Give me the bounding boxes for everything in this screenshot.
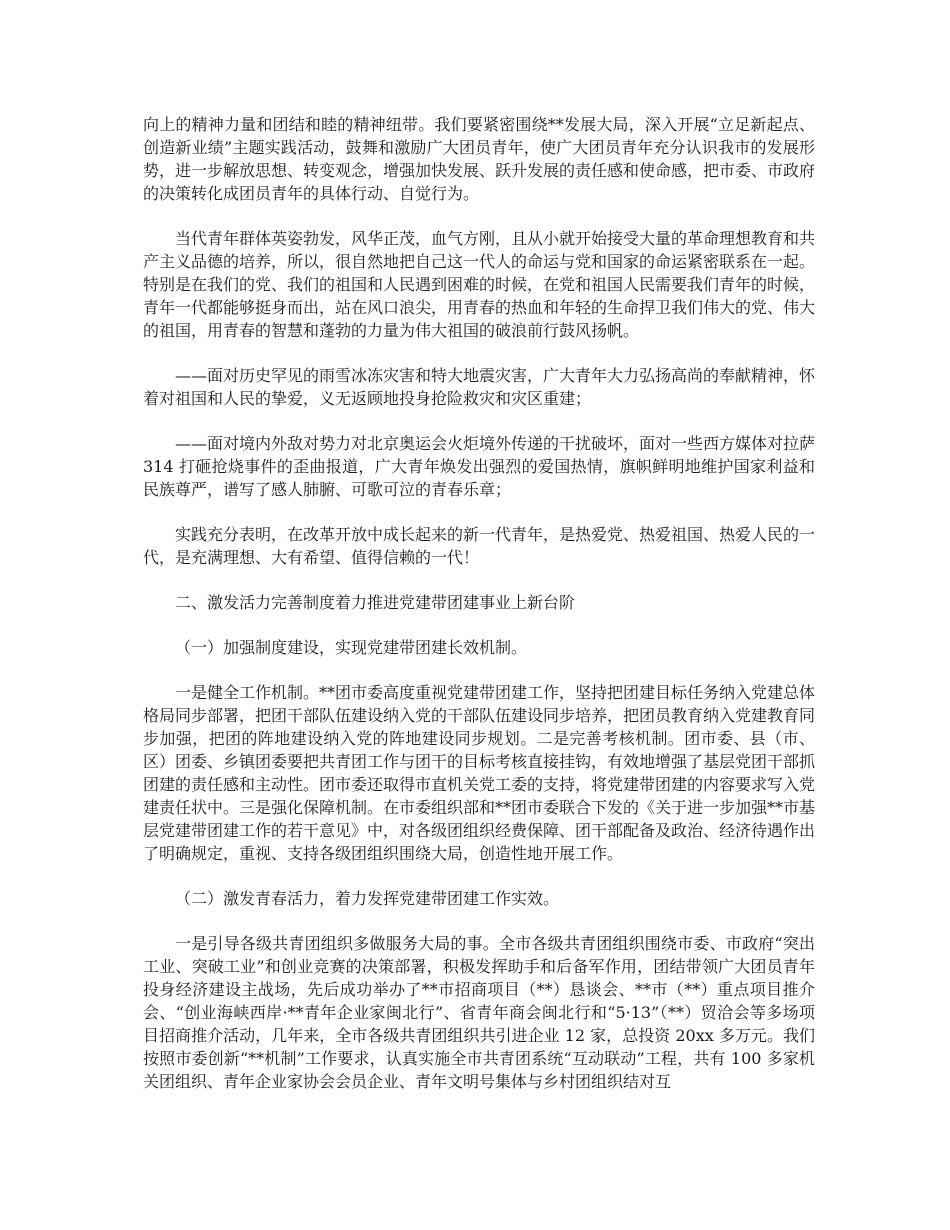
paragraph-disaster-relief: ——面对历史罕见的雨雪冰冻灾害和特大地震灾害，广大青年大力弘扬高尚的奉献精神，怀着对祖国和人民的挚爱，义无返顾地投身抢险救灾和灾区重建； (143, 366, 816, 408)
subsection-heading-one: （一）加强制度建设，实现党建带团建长效机制。 (175, 638, 528, 657)
paragraph-work-mechanism: 一是健全工作机制。**团市委高度重视党建带团建工作，坚持把团建目标任务纳入党建总体格局同步部署，把团干部队伍建设纳入党的干部队伍建设同步培养，把团员教育纳入党建教育同步加强，把团的阵地建设纳入党的阵地建设同步规划。二是完善考核机制。团市委、县（市、区）团委、乡镇团委要把共青团工作与团干的目标考核直接挂钩，有效地增强了基层党团干部抓团建的责任感和主动性。团市委还取得市直机关党工委的支持，将党建带团建的内容要求写入党建责任状中。三是强化保障机制。在市委组织部和**团市委联合下发的《关于进一步加强**市基层党建带团建工作的若干意见》中，对各级团组织经费保障、团干部配备及政治、经济待遇作出了明确规定，重视、支持各级团组织围绕大局，创造性地开展工作。 (143, 683, 816, 863)
subsection-heading-two: （二）激发青春活力，着力发挥党建带团建工作实效。 (175, 889, 560, 908)
paragraph-practice-shows: 实践充分表明，在改革开放中成长起来的新一代青年，是热爱党、热爱祖国、热爱人民的一代，是充满理想、大有希望、值得信赖的一代！ (143, 525, 816, 567)
paragraph-spirit-bond: 向上的精神力量和团结和睦的精神纽带。我们要紧密围绕**发展大局，深入开展“立足新起点、创造新业绩”主题实践活动，鼓舞和激励广大团员青年，使广大团员青年充分认识我市的发展形势，进一步解放思想、转变观念，增强加快发展、跃升发展的责任感和使命感，把市委、市政府的决策转化成团员青年的具体行动、自觉行为。 (143, 115, 816, 203)
paragraph-serve-overall: 一是引导各级共青团组织多做服务大局的事。全市各级共青团组织围绕市委、市政府“突出工业、突破工业”和创业竞赛的决策部署，积极发挥助手和后备军作用，团结带领广大团员青年投身经济建设主战场，先后成功举办了**市招商项目（**）恳谈会、**市（**）重点项目推介会、“创业海峡西岸·**青年企业家闽北行”、省青年商会闽北行和“5·13”（**）贸洽会等多场项目招商推介活动，几年来，全市各级共青团组织共引进企业 12 家，总投资 20xx 多万元。我们按照市委创新“**机制”工作要求，认真实施全市共青团系统“互动联动”工程，共有 100 多家机关团组织、青年企业家协会会员企业、青年文明号集体与乡村团组织结对互 (143, 934, 815, 1091)
paragraph-contemporary-youth: 当代青年群体英姿勃发，风华正茂，血气方刚，且从小就开始接受大量的革命理想教育和共产主义品德的培养，所以，很自然地把自己这一代人的命运与党和国家的命运紧密联系在一起。特别是在我们的党、我们的祖国和人民遇到困难的时候，在党和祖国人民需要我们青年的时候，青年一代都能够挺身而出，站在风口浪尖，用青春的热血和年轻的生命捍卫我们伟大的党、伟大的祖国，用青春的智慧和蓬勃的力量为伟大祖国的破浪前行鼓风扬帆。 (143, 229, 816, 340)
section-heading-two: 二、激发活力完善制度着力推进党建带团建事业上新台阶 (175, 593, 576, 612)
document-body (143, 113, 815, 1115)
paragraph-olympic-torch: ——面对境内外敌对势力对北京奥运会火炬境外传递的干扰破坏，面对一些西方媒体对拉萨 314 打砸抢烧事件的歪曲报道，广大青年焕发出强烈的爱国热情，旗帜鲜明地维护国家利益和民族尊严，谱写了感人肺腑、可歌可泣的青春乐章； (143, 434, 816, 499)
